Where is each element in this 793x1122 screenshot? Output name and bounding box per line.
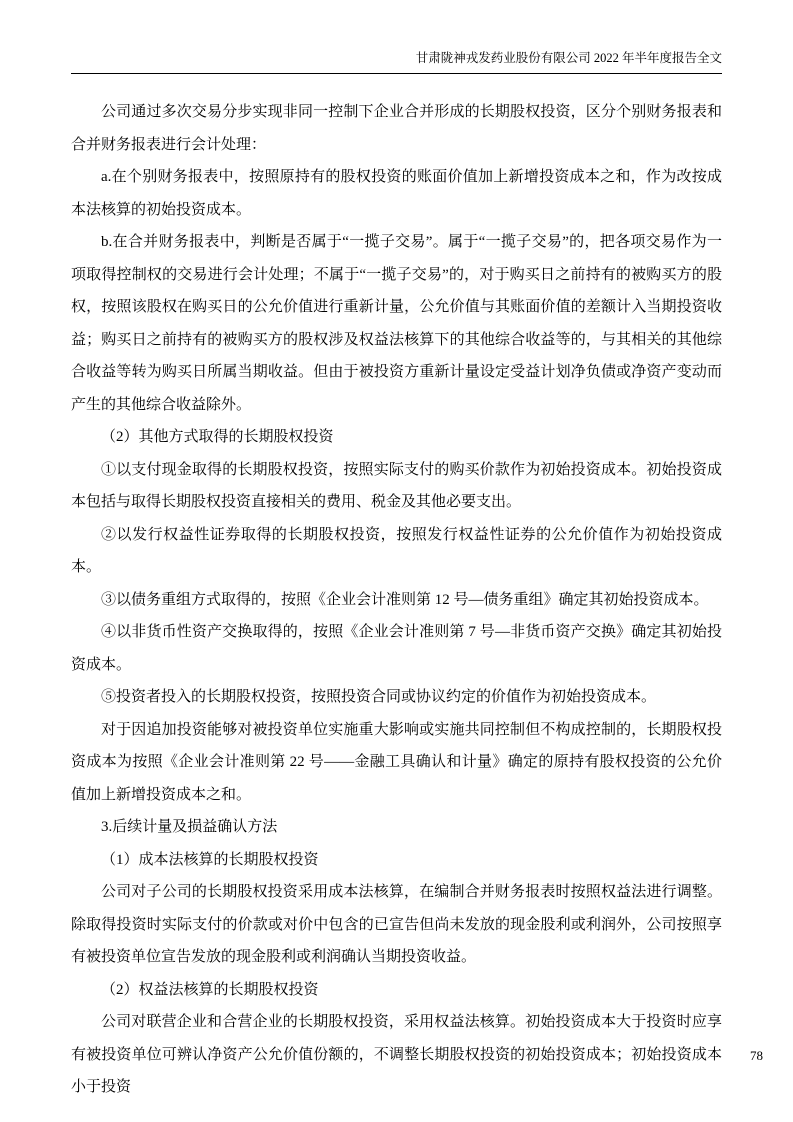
report-body: [71, 96, 722, 1104]
paragraph: 公司对联营企业和合营企业的长期股权投资，采用权益法核算。初始投资成本大于投资时应享有被投资单位可辨认净资产公允价值份额的，不调整长期股权投资的初始投资成本；初始投资成本小于投资: [71, 1014, 722, 1095]
paragraph: 对于因追加投资能够对被投资单位实施重大影响或实施共同控制但不构成控制的，长期股权投资成本为按照《企业会计准则第 22 号——金融工具确认和计量》确定的原持有股权投资的公允价值加上新增投资成本之和。: [71, 721, 722, 803]
paragraph: 公司通过多次交易分步实现非同一控制下企业合并形成的长期股权投资，区分个别财务报表和合并财务报表进行会计处理：: [71, 104, 722, 153]
paragraph: 公司对子公司的长期股权投资采用成本法核算，在编制合并财务报表时按照权益法进行调整。除取得投资时实际支付的价款或对价中包含的已宣告但尚未发放的现金股利或利润外，公司按照享有被投资单位宣告发放的现金股利或利润确认当期投资收益。: [71, 884, 722, 965]
paragraph: ⑤投资者投入的长期股权投资，按照投资合同或协议约定的价值作为初始投资成本。: [101, 689, 657, 705]
paragraph: ①以支付现金取得的长期股权投资，按照实际支付的购买价款作为初始投资成本。初始投资成本包括与取得长期股权投资直接相关的费用、税金及其他必要支出。: [71, 461, 722, 510]
paragraph: （2）权益法核算的长期股权投资: [101, 981, 319, 998]
paragraph: ④以非货币性资产交换取得的，按照《企业会计准则第 7 号—非货币资产交换》确定其初始投资成本。: [71, 624, 722, 673]
page-number: 78: [750, 1048, 763, 1063]
paragraph: a.在个别财务报表中，按照原持有的股权投资的账面价值加上新增投资成本之和，作为改按成本法核算的初始投资成本。: [71, 169, 722, 218]
report-header-title: 甘肃陇神戎发药业股份有限公司 2022 年半年度报告全文: [415, 51, 722, 65]
paragraph: （1）成本法核算的长期股权投资: [101, 851, 319, 868]
paragraph: 3.后续计量及损益确认方法: [101, 819, 278, 835]
report-header: [71, 48, 722, 74]
paragraph: b.在合并财务报表中，判断是否属于“一揽子交易”。属于“一揽子交易”的，把各项交易作为一项取得控制权的交易进行会计处理；不属于“一揽子交易”的，对于购买日之前持有的被购买方的股权，按照该股权在购买日的公允价值进行重新计量，公允价值与其账面价值的差额计入当期投资收益；购买日之前持有的被购买方的股权涉及权益法核算下的其他综合收益等的，与其相关的其他综合收益等转为购买日所属当期收益。但由于被投资方重新计量设定受益计划净负债或净资产变动而产生的其他综合收益除外。: [71, 234, 722, 413]
paragraph: ②以发行权益性证券取得的长期股权投资，按照发行权益性证券的公允价值作为初始投资成本。: [71, 526, 722, 575]
paragraph: （2）其他方式取得的长期股权投资: [101, 429, 334, 445]
paragraph: ③以债务重组方式取得的，按照《企业会计准则第 12 号—债务重组》确定其初始投资成本。: [101, 591, 709, 608]
